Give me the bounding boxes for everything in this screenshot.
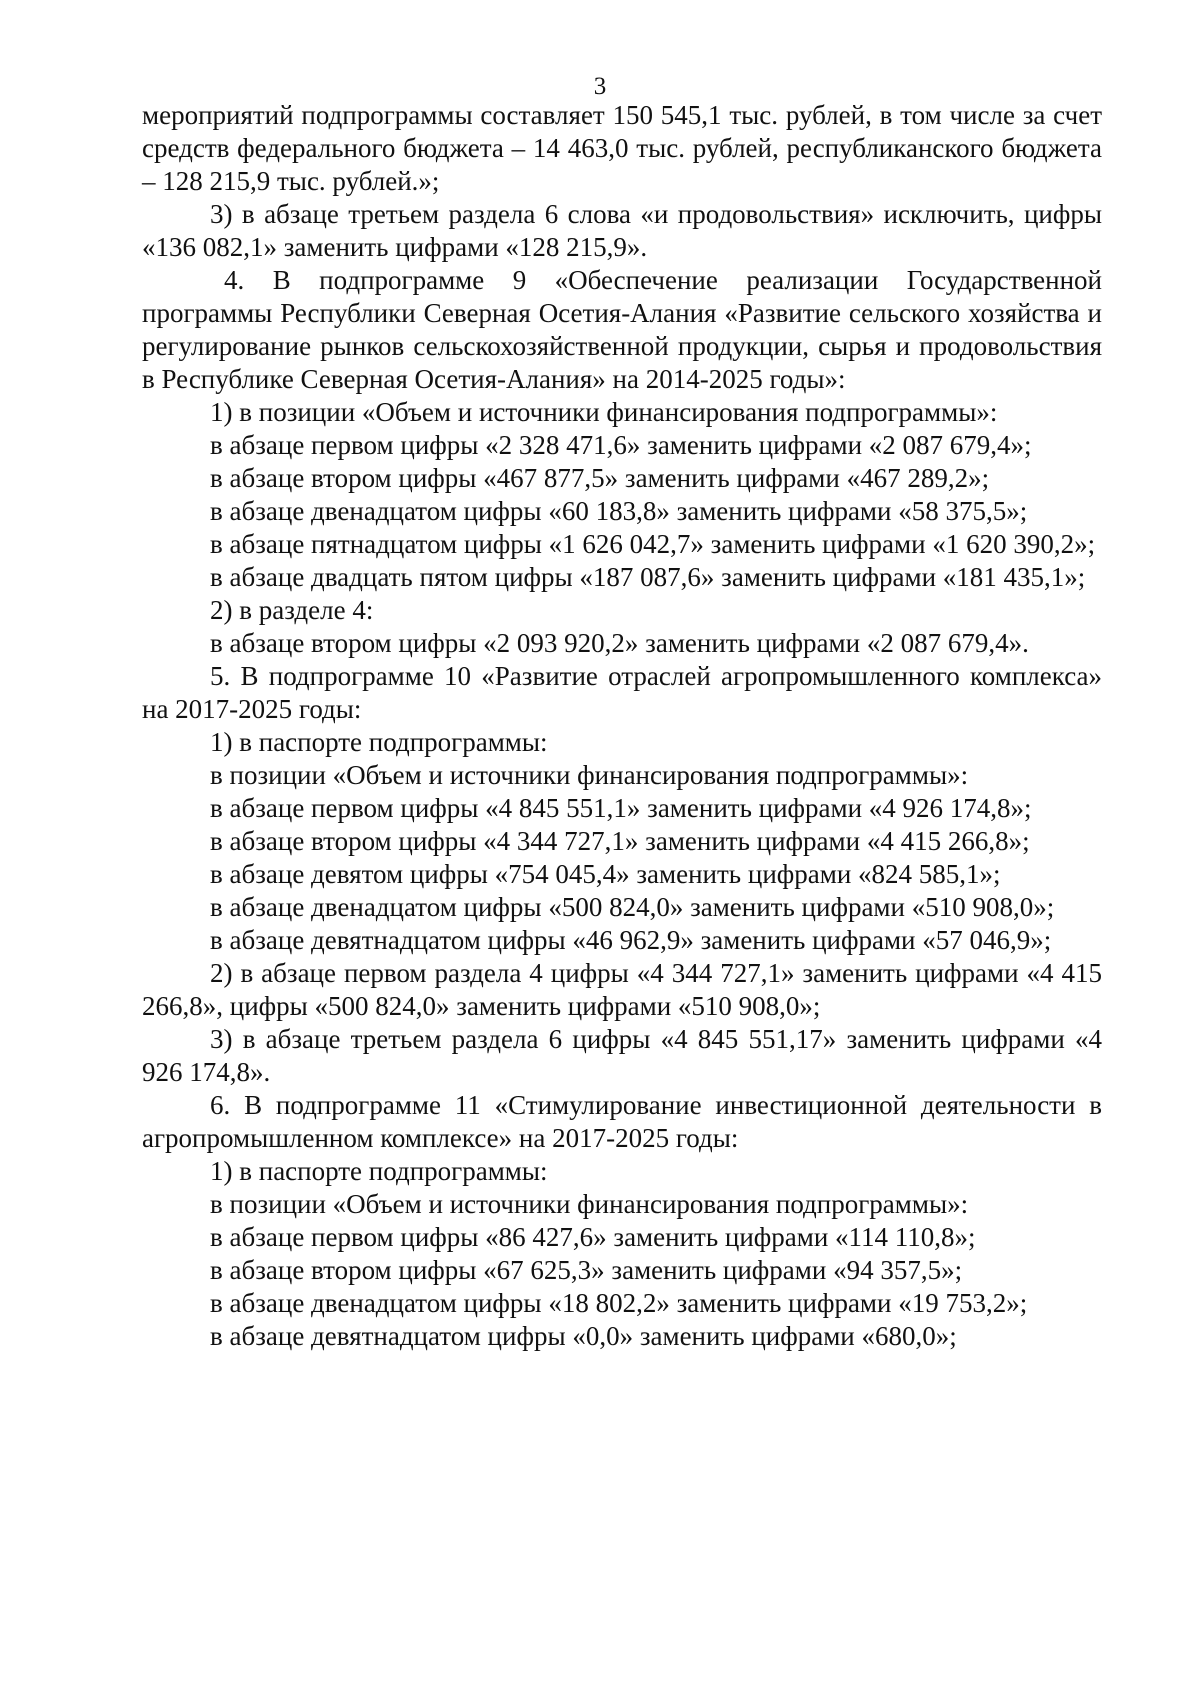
paragraph: 3) в абзаце третьем раздела 6 слова «и продовольствия» исключить, цифры «136 082,1» заменить цифрами «128 215,9». (142, 199, 1102, 262)
paragraph: 5. В подпрограмме 10 «Развитие отраслей агропромышленного комплекса» на 2017-2025 годы: (142, 661, 1102, 724)
paragraph: в абзаце двадцать пятом цифры «187 087,6» заменить цифрами «181 435,1»; (210, 562, 1086, 592)
paragraph: в абзаце втором цифры «467 877,5» заменить цифрами «467 289,2»; (210, 463, 990, 493)
paragraph: в абзаце двенадцатом цифры «500 824,0» заменить цифрами «510 908,0»; (210, 892, 1055, 922)
paragraph: в абзаце девятнадцатом цифры «0,0» заменить цифрами «680,0»; (210, 1321, 957, 1351)
paragraph: 1) в паспорте подпрограммы: (210, 1156, 548, 1186)
paragraph: в абзаце двенадцатом цифры «60 183,8» заменить цифрами «58 375,5»; (210, 496, 1028, 526)
paragraph: 1) в позиции «Объем и источники финансирования подпрограммы»: (210, 397, 998, 427)
paragraph: в абзаце втором цифры «67 625,3» заменить цифрами «94 357,5»; (210, 1255, 963, 1285)
paragraph: в абзаце девятом цифры «754 045,4» заменить цифрами «824 585,1»; (210, 859, 1001, 889)
paragraph: 4. В подпрограмме 9 «Обеспечение реализации Государственной программы Республики Северная Осетия-Алания «Развитие сельского хозяйства и регулирование рынков сельскохозяйственной продукции, сырья и продовольствия в Республике Северная Осетия-Алания» на 2014-2025 годы»: (142, 265, 1102, 394)
paragraph: в абзаце пятнадцатом цифры «1 626 042,7» заменить цифрами «1 620 390,2»; (210, 529, 1096, 559)
paragraph: в абзаце двенадцатом цифры «18 802,2» заменить цифрами «19 753,2»; (210, 1288, 1028, 1318)
paragraph: в абзаце первом цифры «2 328 471,6» заменить цифрами «2 087 679,4»; (210, 430, 1032, 460)
paragraph: 2) в абзаце первом раздела 4 цифры «4 344 727,1» заменить цифрами «4 415 266,8», цифры «500 824,0» заменить цифрами «510 908,0»; (142, 958, 1102, 1021)
paragraph: 6. В подпрограмме 11 «Стимулирование инвестиционной деятельности в агропромышленном комплексе» на 2017-2025 годы: (142, 1090, 1102, 1153)
paragraph: в позиции «Объем и источники финансирования подпрограммы»: (210, 760, 969, 790)
paragraph: в абзаце первом цифры «86 427,6» заменить цифрами «114 110,8»; (210, 1222, 976, 1252)
paragraph: 2) в разделе 4: (210, 595, 374, 625)
paragraph: в позиции «Объем и источники финансирования подпрограммы»: (210, 1189, 969, 1219)
paragraph: в абзаце втором цифры «2 093 920,2» заменить цифрами «2 087 679,4». (210, 628, 1029, 658)
paragraph: в абзаце втором цифры «4 344 727,1» заменить цифрами «4 415 266,8»; (210, 826, 1030, 856)
paragraph: в абзаце девятнадцатом цифры «46 962,9» заменить цифрами «57 046,9»; (210, 925, 1052, 955)
paragraph: 3) в абзаце третьем раздела 6 цифры «4 845 551,17» заменить цифрами «4 926 174,8». (142, 1024, 1102, 1087)
document-body (142, 99, 1102, 1353)
paragraph: в абзаце первом цифры «4 845 551,1» заменить цифрами «4 926 174,8»; (210, 793, 1032, 823)
page-number: 3 (593, 73, 607, 100)
paragraph: 1) в паспорте подпрограммы: (210, 727, 548, 757)
paragraph: мероприятий подпрограммы составляет 150 545,1 тыс. рублей, в том числе за счет средств федерального бюджета – 14 463,0 тыс. рублей, республиканского бюджета – 128 215,9 тыс. рублей.»; (142, 100, 1102, 196)
